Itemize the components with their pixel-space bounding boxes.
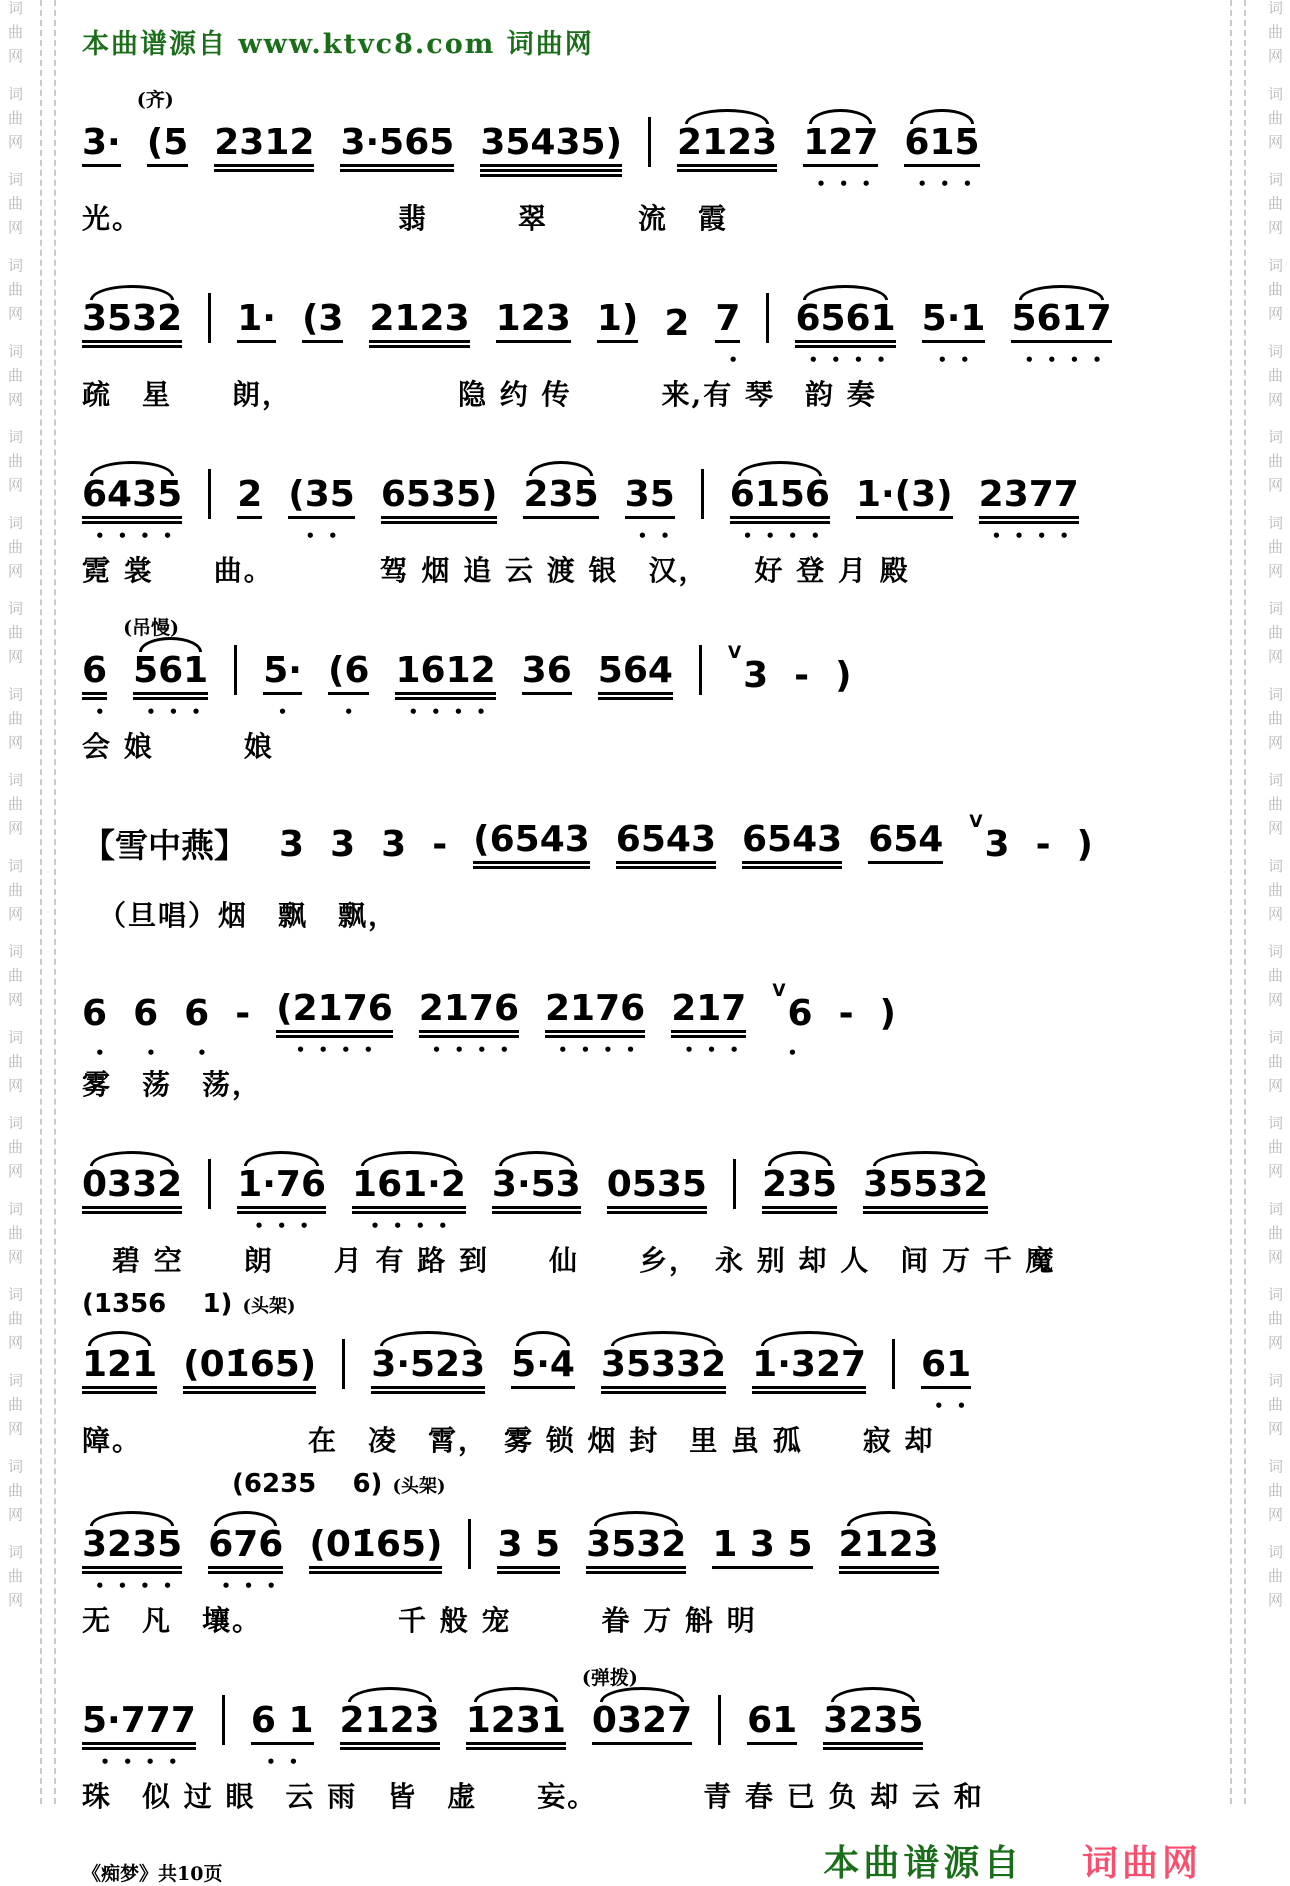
footer-site-name: 词曲网: [1081, 1841, 1202, 1884]
note-token: 35 ••: [624, 474, 683, 545]
note-token: 123: [496, 300, 571, 343]
note-token: 3235: [823, 1702, 923, 1745]
note-token: 6 •: [133, 992, 169, 1062]
note-token: 5·4: [511, 1346, 575, 1389]
octave-dots: ••••: [295, 1040, 387, 1059]
note-token: 3 5: [497, 1526, 560, 1569]
left-border-dashes: [40, 0, 56, 1804]
tune-name-label: 【雪中燕】: [82, 826, 247, 866]
music-line-9: [82, 1469, 1202, 1639]
note-token: 1231: [466, 1702, 566, 1745]
note-token: 2176 ••••: [418, 987, 523, 1059]
barline: [208, 469, 211, 519]
note-token: (3: [302, 300, 344, 343]
lyric-row: 会 娘 娘: [82, 730, 274, 763]
barline: [699, 645, 702, 695]
note-token: (35 ••: [288, 474, 355, 545]
note-token: 0327 (弹拨): [592, 1702, 692, 1745]
notation-row: [82, 71, 1202, 193]
octave-dots: •: [146, 1043, 169, 1062]
note-token: -: [794, 655, 810, 697]
note-token: 2123: [340, 1702, 440, 1745]
octave-dots: ••: [934, 1396, 980, 1415]
tempo-annotation: (吊慢): [123, 617, 180, 640]
note-token: 2312: [214, 124, 314, 167]
note-token: 6 •: [82, 992, 118, 1062]
note-token: 121: [82, 1346, 157, 1389]
octave-dots: ••: [637, 527, 683, 545]
barline: [892, 1339, 895, 1389]
octave-dots: ••: [266, 1752, 312, 1771]
note-token: (2176 ••••: [276, 987, 393, 1059]
note-token: 676 •••: [208, 1523, 289, 1595]
note-token: 61 ••: [921, 1343, 980, 1415]
note-token: 1): [597, 300, 639, 343]
octave-dots: ••: [305, 527, 351, 545]
note-token: 2: [664, 303, 690, 345]
lyric-row: 珠 似 过 眼 云 雨 皆 虚 妄。 青 春 已 负 却 云 和: [82, 1779, 984, 1813]
note-token: 235: [762, 1166, 837, 1209]
octave-dots: ••: [937, 351, 983, 369]
music-line-3: [82, 423, 1202, 589]
title-page-count: 《痴梦》共10页: [82, 1862, 223, 1885]
note-token: $^V$3: [969, 812, 1010, 865]
note-token: 3·53: [492, 1166, 581, 1209]
note-token: $^V$6 •: [772, 980, 813, 1062]
lyric-row: （旦唱）烟 飘 飘，: [82, 898, 399, 932]
note-token: 5·1 ••: [921, 298, 986, 369]
lyric-row: 光。 翡 翠 流 霞: [82, 202, 729, 235]
note-token: 0535: [607, 1166, 707, 1209]
barline: [718, 1695, 721, 1745]
note-token: ): [879, 992, 896, 1034]
note-token: 35332: [601, 1346, 726, 1389]
note-token: (01̇65): [309, 1526, 442, 1569]
octave-dots: •••: [684, 1040, 752, 1059]
note-token: 5617 ••••: [1011, 298, 1115, 369]
note-token: 1 3 5: [712, 1526, 812, 1569]
score-page: [82, 16, 1202, 1886]
note-token: 1·: [237, 300, 276, 343]
note-token: 3: [279, 824, 305, 865]
note-token: 2123: [677, 124, 777, 167]
lyric-row: 障。 在 凌 霄， 雾 锁 烟 封 里 虽 孤 寂 却: [82, 1423, 935, 1457]
octave-dots: ••••: [991, 527, 1082, 545]
note-token: -: [235, 992, 251, 1034]
note-token: ): [835, 655, 852, 697]
watermark-left: 词曲网 词曲网 词曲网 词曲网 词曲网 词曲网 词曲网 词曲网 词曲网 词曲网 词曲网 词曲网 词曲网 词曲网 词曲网 词曲网 词曲网 词曲网 词曲网: [6, 0, 24, 1616]
barline: [733, 1159, 736, 1209]
octave-dots: •: [95, 703, 118, 721]
footer-source-prefix: 本曲谱源自: [823, 1841, 1024, 1884]
lyric-row: 碧 空 朗 月 有 路 到 仙 乡， 永 别 却 人 间 万 千 魔: [82, 1243, 1056, 1277]
note-token: 5· •: [263, 650, 302, 721]
tempo-annotation: (齐): [136, 89, 174, 112]
lyric-row: 疏 星 朗， 隐 约 传 来,有 琴 韵 奏: [82, 378, 877, 411]
barline: [222, 1695, 225, 1745]
octave-dots: ••••: [100, 1752, 191, 1771]
note-token: 1·327: [752, 1346, 866, 1389]
source-header: 本曲谱源自 www.ktvc8.com 词曲网: [82, 29, 594, 60]
note-token: -: [1035, 824, 1051, 865]
note-token: 235: [523, 476, 598, 519]
octave-dots: ••••: [95, 1576, 186, 1595]
note-token: $^V$3: [727, 643, 769, 697]
note-token: 2123: [369, 300, 469, 343]
barline: [468, 1519, 471, 1569]
note-token: 161·2 ••••: [352, 1163, 466, 1235]
note-token: 5·777 ••••: [82, 1699, 196, 1771]
lyric-row: 雾 荡 荡，: [82, 1067, 263, 1101]
octave-dots: ••••: [408, 703, 499, 721]
footer-source: [823, 1835, 1202, 1886]
note-token: 6435 ••••: [82, 474, 186, 545]
note-token: (01̇65): [183, 1346, 316, 1389]
octave-dots: •: [728, 351, 751, 369]
music-line-7: [82, 1113, 1202, 1279]
music-line-8: [82, 1289, 1202, 1459]
note-token: 61: [747, 1702, 797, 1745]
note-token: 7 •: [715, 298, 751, 369]
note-token: 6 1 ••: [250, 1699, 314, 1771]
octave-dots: ••••: [370, 1216, 461, 1235]
barline: [342, 1339, 345, 1389]
note-token: 3532: [82, 300, 182, 343]
note-token: -: [432, 824, 448, 865]
note-token: 3235 ••••: [82, 1523, 186, 1595]
note-token: 3: [381, 824, 407, 865]
breath-mark: V: [727, 643, 742, 664]
notation-row: [82, 599, 1202, 721]
octave-dots: •: [343, 703, 367, 721]
octave-dots: •: [95, 1043, 118, 1062]
barline: [766, 293, 769, 343]
note-token: 654: [868, 821, 943, 864]
note-token: 0332: [82, 1166, 182, 1209]
octave-dots: •: [277, 703, 301, 721]
barline: [208, 1159, 211, 1209]
note-token: (6 •: [327, 650, 370, 721]
music-line-2: [82, 247, 1202, 413]
right-border-dashes: [1230, 0, 1246, 1804]
octave-dots: •••: [221, 1576, 289, 1595]
note-token: 615 •••: [904, 122, 986, 193]
notation-row: [82, 944, 1202, 1062]
barline: [701, 469, 704, 519]
octave-dots: •: [787, 1043, 811, 1062]
note-token: 1·76 •••: [237, 1163, 327, 1235]
note-token: 2123: [839, 1526, 939, 1569]
music-line-6: [82, 944, 1202, 1103]
tempo-annotation: (弹拨): [581, 1666, 638, 1689]
note-token: 3532: [586, 1526, 686, 1569]
barline: [208, 293, 211, 343]
music-line-4: [82, 599, 1202, 765]
octave-dots: ••••: [808, 351, 899, 369]
notation-row: [82, 1113, 1202, 1235]
octave-dots: ••••: [742, 527, 834, 545]
note-token: 3·: [82, 124, 121, 167]
music-line-1: [82, 71, 1202, 237]
note-token: 3·523: [371, 1346, 485, 1389]
note-token: ): [1076, 824, 1093, 865]
barline: [648, 117, 651, 167]
octave-dots: •••: [146, 703, 214, 721]
note-token: 6543: [742, 821, 842, 864]
octave-dots: ••••: [95, 527, 186, 545]
note-token: 2377 ••••: [978, 474, 1082, 545]
note-token: (6543: [473, 821, 590, 864]
notation-row: [82, 247, 1202, 369]
note-token: 1·(3): [856, 476, 953, 519]
octave-dots: ••••: [558, 1040, 649, 1059]
music-line-10: [82, 1649, 1202, 1815]
note-token: 3: [330, 824, 356, 865]
note-token: 6535): [381, 476, 498, 519]
barline: [234, 645, 237, 695]
notation-row: [82, 1649, 1202, 1771]
music-line-5: [82, 775, 1202, 934]
note-token: 35532: [863, 1166, 988, 1209]
note-token: -: [838, 992, 854, 1034]
lyric-row: 霓 裳 曲。 驾 烟 追 云 渡 银 汉， 好 登 月 殿: [82, 554, 910, 587]
note-token: 6561 ••••: [795, 298, 899, 369]
note-token: 36: [522, 652, 572, 695]
cue-instrument-label: (头架): [242, 1295, 296, 1317]
note-token: 6 •: [82, 650, 118, 721]
cue-notes: (1356 1): [82, 1288, 233, 1319]
note-token: 564: [598, 652, 673, 695]
octave-dots: ••••: [431, 1040, 523, 1059]
note-token: 6 •: [184, 992, 220, 1062]
cue-notes: (6235 6): [232, 1468, 383, 1499]
note-token: 6156 ••••: [729, 474, 834, 545]
page-footer: [82, 1835, 1202, 1886]
breath-mark: V: [772, 980, 786, 1001]
cue-instrument-label: (头架): [392, 1475, 446, 1497]
octave-dots: ••••: [1024, 351, 1115, 369]
breath-mark: V: [969, 812, 983, 832]
note-token: 217 •••: [671, 987, 752, 1059]
notation-row: [82, 423, 1202, 545]
note-token: 561 ••• (吊慢): [123, 617, 214, 721]
watermark-right: 词曲网 词曲网 词曲网 词曲网 词曲网 词曲网 词曲网 词曲网 词曲网 词曲网 词曲网 词曲网 词曲网 词曲网 词曲网 词曲网 词曲网 词曲网 词曲网: [1266, 0, 1284, 1616]
note-token: (5 (齐): [147, 124, 189, 167]
notation-row: [82, 775, 1202, 864]
note-token: 3·565: [340, 124, 454, 167]
lyric-row: 无 凡 壤。 千 般 宠 眷 万 斛 明: [82, 1603, 757, 1637]
octave-dots: •••: [816, 175, 884, 193]
octave-dots: •••: [254, 1216, 322, 1235]
note-token: 35435): [480, 124, 622, 167]
note-token: 127 •••: [803, 122, 884, 193]
octave-dots: •••: [917, 175, 986, 193]
note-token: 6543: [616, 821, 716, 864]
note-token: 1612 ••••: [395, 650, 499, 721]
note-token: 2176 ••••: [545, 987, 649, 1059]
octave-dots: •: [197, 1043, 220, 1062]
note-token: 2: [237, 476, 262, 519]
